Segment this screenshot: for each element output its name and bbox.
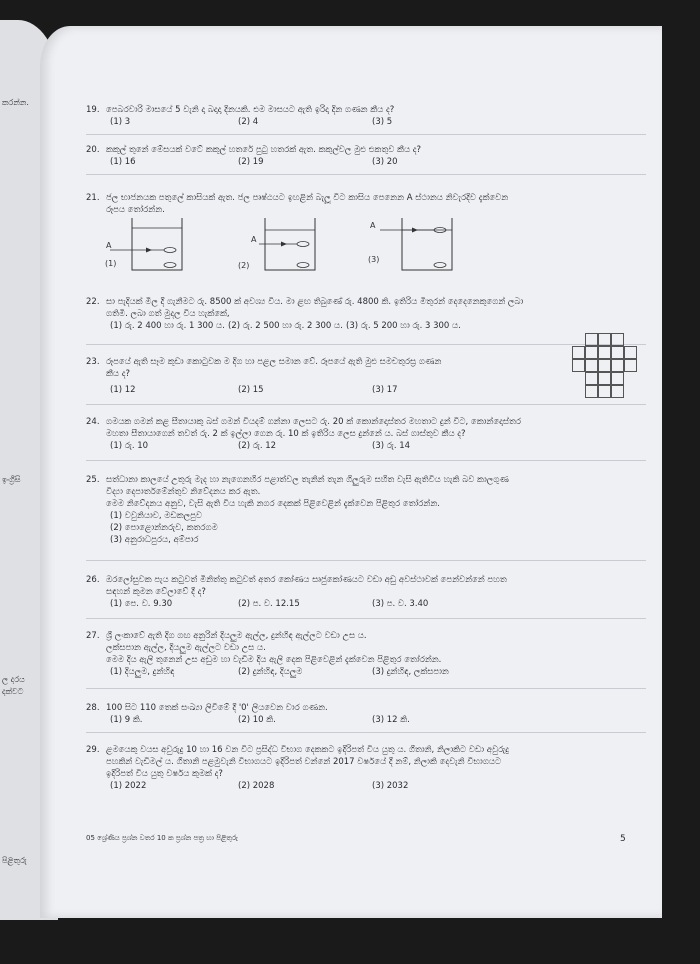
question-22 (86, 296, 646, 332)
option-1: (1) (105, 259, 117, 268)
divider (86, 174, 646, 175)
option-2[interactable]: (2) 15 (238, 385, 264, 395)
option-1[interactable]: (1) 2022 (110, 781, 147, 791)
options (110, 384, 646, 396)
grid-cell (611, 372, 624, 385)
options (110, 666, 646, 678)
options (110, 320, 646, 332)
question-number: 19. (86, 105, 100, 115)
option-3[interactable]: (3) අනුරාධපුරය, අම්පාර (110, 535, 199, 545)
option-3[interactable]: (3) 17 (372, 385, 398, 395)
grid-cell (611, 333, 624, 346)
grid-cell (598, 359, 611, 372)
option-3[interactable]: (3) දුන්හිඳ, ලක්සපාන (372, 667, 449, 677)
options (110, 440, 646, 452)
question-23 (86, 356, 646, 396)
option-3[interactable]: (3) 12 කි. (372, 715, 410, 725)
arrow-label: A (251, 235, 257, 244)
option-2[interactable]: (2) රු. 2 500 හා රු. 2 300 ය. (228, 321, 343, 331)
question-text: සා පැදියක් මිල දී ගැනීමට රු. 8500 ක් අවශ්‍ය විය. මා ළඟ තිබුණේ රු. 4800 කි. ඉතිරිය මිතුරන් දෙදෙනෙකුගෙන් ලබා (106, 297, 524, 307)
option-2[interactable]: (2) 10 කි. (238, 715, 276, 725)
question-number: 24. (86, 417, 100, 427)
options (110, 156, 646, 168)
question-number: 29. (86, 745, 100, 755)
grid-cell (572, 359, 585, 372)
question-text: ලක්සපාන ඇල්ල, දියලුම ඇල්ලට වඩා උස ය. (106, 643, 266, 653)
option-3[interactable]: (3) රු. 14 (372, 441, 411, 451)
question-28 (86, 702, 646, 726)
beaker-diagram-1 (102, 218, 192, 274)
question-number: 23. (86, 357, 100, 367)
question-text: මෙම නිවේදනය අනුව, වැසි ඇති විය හැකි නගර දෙකක් පිළිවෙළින් දැක්වෙන පිළිතුර තෝරන්න. (106, 499, 440, 509)
grid-cell (598, 346, 611, 359)
left-fragment: පිළිතුරු (2, 856, 27, 865)
option-2[interactable]: (2) පොළොන්නරුව, කතරගම (110, 523, 218, 533)
grid-cell (611, 385, 624, 398)
option-2[interactable]: (2) ප. ව. 12.15 (238, 599, 300, 609)
grid-cell (585, 385, 598, 398)
option-1[interactable]: (1) 9 කි. (110, 715, 143, 725)
grid-cell (585, 372, 598, 385)
option-2[interactable]: (2) 4 (238, 117, 259, 127)
question-21 (86, 192, 646, 216)
options (110, 116, 646, 128)
options (110, 714, 646, 726)
option-1[interactable]: (1) 12 (110, 385, 136, 395)
question-text: සඳහන් කුමන වේලාවේ දී ද? (106, 587, 206, 597)
options (110, 780, 646, 792)
beaker-diagram-3 (360, 218, 460, 274)
grid-cell (585, 359, 598, 372)
divider (86, 688, 646, 689)
divider (86, 344, 646, 345)
option-3[interactable]: (3) රු. 5 200 හා රු. 3 300 ය. (346, 321, 461, 331)
divider (86, 560, 646, 561)
option-3: (3) (368, 255, 380, 264)
option-1[interactable]: (1) පෙ. ව. 9.30 (110, 599, 173, 609)
option-3[interactable]: (3) 5 (372, 117, 393, 127)
question-text: ශ්‍රී ලංකාවේ ඇති දිග ගඟ අනුරින් දියලුම ඇල්ල, දුන්හිඳ ඇල්ලට වඩා උස ය. (106, 631, 367, 641)
grid-cell (598, 372, 611, 385)
question-text: ජල භාජනයක පතුලේ කාසියක් ඇත. ජල පෘෂ්ඨයට ඉහළින් බැලූ විට කාසිය පෙනෙන A ස්ථානය නිවැරදිව දැක්වෙන (106, 193, 509, 203)
grid-cell (572, 346, 585, 359)
grid-cell (585, 333, 598, 346)
divider (86, 134, 646, 135)
grid-cell (598, 385, 611, 398)
left-fragment: ඉංග්‍රීසි (2, 475, 21, 484)
question-19 (86, 104, 646, 128)
question-29 (86, 744, 646, 792)
option-3[interactable]: (3) 2032 (372, 781, 409, 791)
option-3[interactable]: (3) 20 (372, 157, 398, 167)
question-text: කකුල් තුනේ මේසයක් වටේ කකුල් හතරේ පුටු හතරක් ඇත. කකුල්වල මුළු එකතුව කීය ද? (106, 145, 422, 155)
question-text: ගමයක ගමන් කළ සීතායාකු බස් ගමන් වියදම් ගන්නා ලෙසට රු. 20 ක් කොන්දොස්තර මහතාට දුන් විට, කොන්දොස්තර (106, 417, 522, 427)
arrow-label: A (106, 241, 112, 250)
option-2[interactable]: (2) දුන්හිඳ, දියලුම (238, 667, 303, 677)
question-text: මෙම දිය ඇලි තුනෙන් උස අඩුම හා වැඩිම දිය ඇලි දෙක පිළිවෙළින් දැක්වෙන පිළිතුර තෝරන්න. (106, 655, 442, 665)
question-27 (86, 630, 646, 678)
question-number: 25. (86, 475, 100, 485)
question-text: පහකින් වැඩිමල් ය. ගීතානි පළමුවැනි විභාගයට ඉදිරිපත් වන්නේ 2017 වර්ෂයේ දී නම්, නිලාකි දෙවැනි විභාගයට (106, 757, 502, 767)
question-text: ඉදිරිපත් විය යුතු වර්ෂය කුමක් ද? (106, 769, 223, 779)
question-text: මහතා සීතායාගෙන් තවත් රු. 2 ක් ඉල්ලා ගෙන රු. 10 ක් ඉතිරිය ලෙස දුන්නේ ය. බස් ගාස්තුව කීය ද? (106, 429, 466, 439)
grid-cell (611, 359, 624, 372)
page-footer: 05 ශ්‍රේණිය ප්‍රශ්න වතර 10 ක ප්‍රශ්න පත්‍ර හා පිළිතුරු (86, 834, 238, 842)
question-text: කීය ද? (106, 369, 131, 379)
option-2[interactable]: (2) 2028 (238, 781, 275, 791)
question-text: ළමයෙකු වයස අවුරුදු 10 හා 16 වන විට ප්‍රසිද්ධ විභාග දෙකකට ඉදිරිපත් විය යුතු ය. ගීතානි, නිලාකිට වඩා අවුරුදු (106, 745, 509, 755)
option-3[interactable]: (3) ප. ව. 3.40 (372, 599, 429, 609)
grid-cell (585, 346, 598, 359)
divider (86, 404, 646, 405)
question-25 (86, 474, 646, 546)
options (110, 598, 646, 610)
grid-cell (624, 359, 637, 372)
question-text: සත්ධානා කාලයේ උතුරු මැද හා නැගෙනහිර පළාත්වල තැනින් තැන ගිලුරුම සහිත වැසි ඇතිවිය හැකි බව කාලගුණ (106, 475, 509, 485)
question-20 (86, 144, 646, 168)
option-2[interactable]: (2) 19 (238, 157, 264, 167)
question-number: 20. (86, 145, 100, 155)
beaker-diagram-2 (235, 218, 325, 274)
question-26 (86, 574, 646, 610)
question-number: 28. (86, 703, 100, 713)
option-2: (2) (238, 261, 250, 270)
question-text: රූපය තෝරන්න. (106, 205, 165, 215)
grid-cell (611, 346, 624, 359)
option-1[interactable]: (1) රු. 10 (110, 441, 149, 451)
question-text: 100 සිට 110 තෙක් සංඛ්‍යා ලිවීමේ දී '0' ලියවෙන වාර ගණන. (106, 703, 328, 713)
question-number: 21. (86, 193, 100, 203)
question-text: ගතිමි. ලබා ගත් මුදල විය හැක්කේ, (106, 309, 230, 319)
divider (86, 732, 646, 733)
question-text: රූපයේ ඇති සෑම කුඩා කොටුවක ම දිග හා පළල සමාන වේ. රූපයේ ඇති මුළු සමචතුරස්‍ර ගණන (106, 357, 442, 367)
arrow-label: A (370, 221, 376, 230)
question-number: 22. (86, 297, 100, 307)
option-1[interactable]: (1) 3 (110, 117, 131, 127)
grid-cell (624, 346, 637, 359)
option-1[interactable]: (1) රු. 2 400 හා රු. 1 300 ය. (110, 321, 225, 331)
question-number: 27. (86, 631, 100, 641)
option-1[interactable]: (1) දියලුම, දුන්හිඳ (110, 667, 175, 677)
divider (86, 460, 646, 461)
left-fragment: ල දරය (2, 675, 25, 684)
divider (86, 618, 646, 619)
question-24 (86, 416, 646, 452)
grid-cell (598, 333, 611, 346)
page-number: 5 (620, 834, 626, 844)
question-text: විද්‍යා දෙපාර්තමේන්තුව නිවේදනය කර ඇත. (106, 487, 261, 497)
option-1[interactable]: (1) වවුනියාව, මඩකලපුව (110, 511, 202, 521)
left-fragment: දක්වට (2, 687, 24, 696)
option-1[interactable]: (1) 16 (110, 157, 136, 167)
option-2[interactable]: (2) රු. 12 (238, 441, 277, 451)
question-text: පෙබරවාරි මාසයේ 5 වැනි දා බදාදා දිනයකි. එම මාසයට ඇති ඉරිදා දින ගණන කීය ද? (106, 105, 395, 115)
question-text: ඔරලෝසුවක පැය කටුවත් මිනිත්තු කටුවත් අතර කෝණය සෘජුකෝණයට වඩා අඩු අවස්ථාවක් පෙන්වන්නේ පහත (106, 575, 507, 585)
exam-page (40, 26, 662, 918)
question-number: 26. (86, 575, 100, 585)
left-fragment: කරන්න. (2, 98, 29, 107)
